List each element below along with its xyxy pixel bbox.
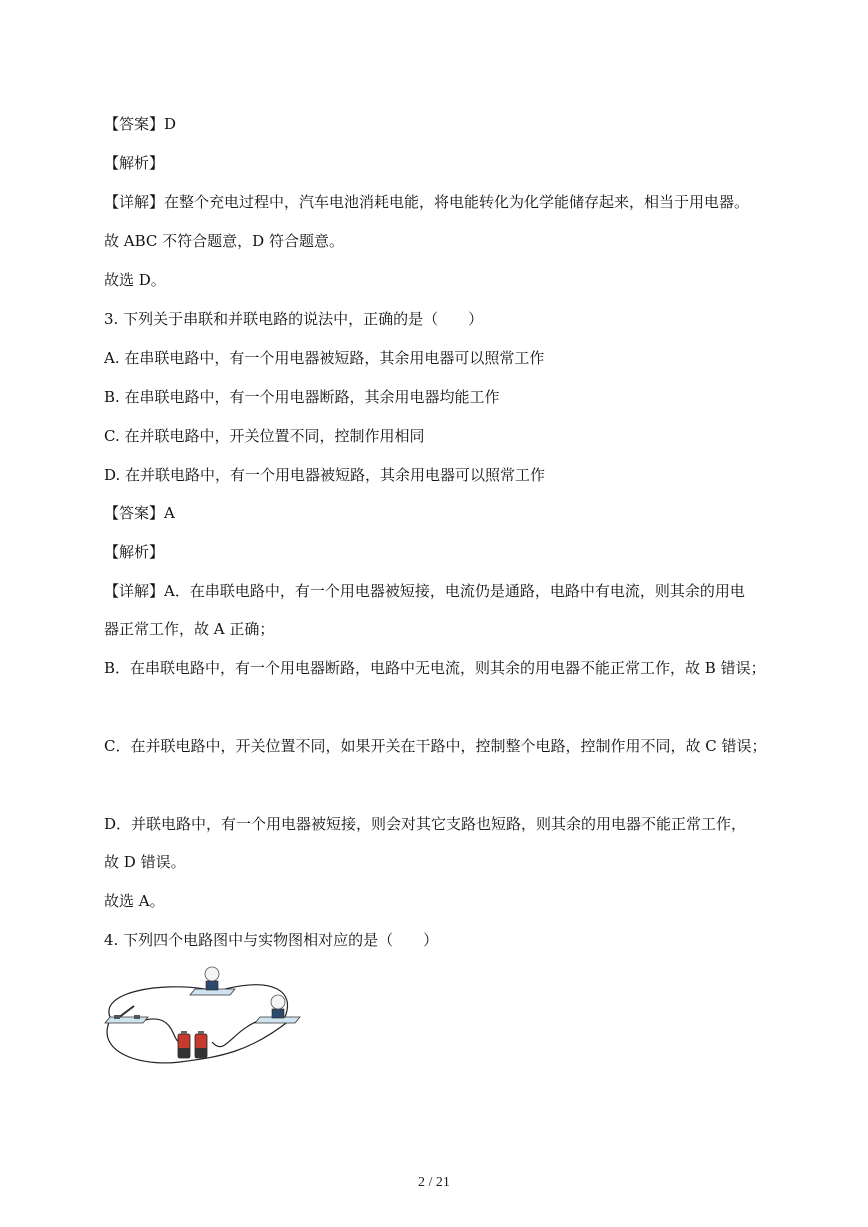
- analysis-label-q3: 【解析】: [104, 543, 165, 561]
- battery-pack: [178, 1031, 207, 1058]
- conclusion-q2: 故选 D。: [104, 271, 166, 289]
- question-4-stem: 4. 下列四个电路图中与实物图相对应的是（ ）: [104, 931, 439, 949]
- option-d: D. 在并联电路中，有一个用电器被短路，其余用电器可以照常工作: [104, 466, 546, 484]
- detail-text-q3-c: C．在并联电路中，开关位置不同，如果开关在干路中，控制整个电路，控制作用不同，故 C 错误；: [104, 737, 767, 755]
- detail-text-q2-cont: 故 ABC 不符合题意，D 符合题意。: [104, 232, 344, 250]
- detail-text-q3-b: B．在串联电路中，有一个用电器断路，电路中无电流，则其余的用电器不能正常工作，故 B 错误；: [104, 659, 766, 677]
- detail-text-q3-d: D．并联电路中，有一个用电器被短接，则会对其它支路也短路，则其余的用电器不能正常工作，: [104, 815, 747, 833]
- detail-text-q3-d-cont: 故 D 错误。: [104, 853, 186, 871]
- detail-text-q3-a-cont: 器正常工作，故 A 正确；: [104, 620, 275, 638]
- option-a: A. 在串联电路中，有一个用电器被短路，其余用电器可以照常工作: [104, 349, 545, 367]
- wire-switch-to-bulb1: [109, 987, 205, 1017]
- detail-text-q3-a: 【详解】A．在串联电路中，有一个用电器被短接，电流仍是通路，电路中有电流，则其余的用电: [104, 582, 745, 600]
- option-b: B. 在串联电路中，有一个用电器断路，其余用电器均能工作: [104, 388, 500, 406]
- conclusion-q3: 故选 A。: [104, 892, 165, 910]
- wire-battery-to-bulb2: [212, 1020, 260, 1047]
- detail-text-q2: 【详解】在整个充电过程中，汽车电池消耗电能，将电能转化为化学能储存起来，相当于用电器。: [104, 193, 750, 211]
- switch: [105, 1006, 148, 1023]
- answer-label-q2: 【答案】D: [104, 115, 177, 133]
- bulb-1: [190, 967, 235, 995]
- circuit-physical-diagram: [100, 962, 305, 1067]
- question-3-stem: 3. 下列关于串联和并联电路的说法中，正确的是（ ）: [104, 310, 484, 328]
- answer-label-q3: 【答案】A: [104, 504, 175, 522]
- option-c: C. 在并联电路中，开关位置不同，控制作用相同: [104, 427, 425, 445]
- analysis-label-q2: 【解析】: [104, 154, 165, 172]
- page-number: 2 / 21: [418, 1175, 450, 1190]
- bulb-2: [255, 995, 300, 1023]
